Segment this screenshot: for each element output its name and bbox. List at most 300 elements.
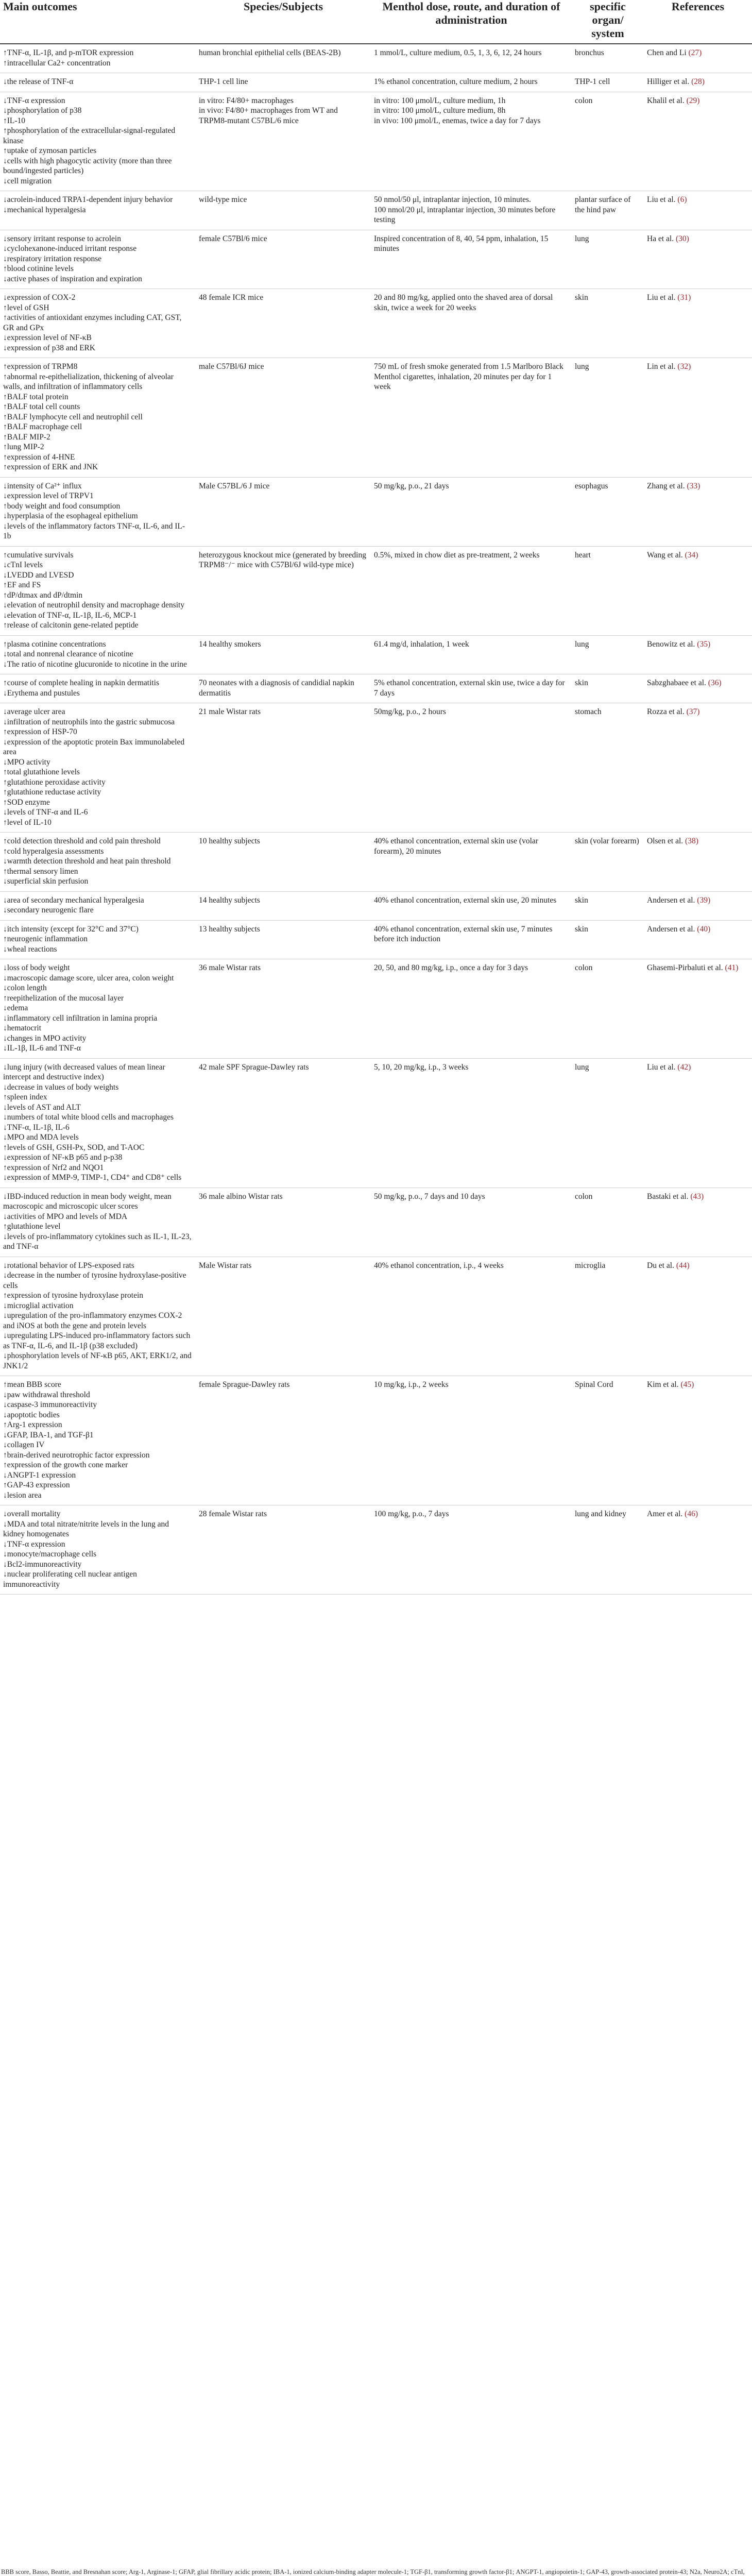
dose-cell	[371, 959, 572, 1059]
dose-cell	[371, 358, 572, 478]
reference-authors: Andersen et al.	[647, 895, 695, 905]
table-row	[0, 1257, 752, 1376]
main-outcomes-cell	[0, 44, 196, 73]
outcome-item: ↓elevation of TNF-α, IL-1β, IL-6, MCP-1	[3, 611, 137, 620]
dose-cell	[371, 1376, 572, 1505]
reference-cell	[644, 833, 752, 892]
outcome-item: ↓levels of TNF-α and IL-6	[3, 808, 88, 817]
dose-line: 5, 10, 20 mg/kg, i.p., 3 weeks	[374, 1062, 469, 1072]
outcome-item: ↓MPO activity	[3, 757, 50, 767]
outcome-item: ↓expression of p38 and ERK	[3, 343, 96, 352]
outcome-item: ↓area of secondary mechanical hyperalgesia	[3, 895, 144, 905]
reference-link[interactable]: (30)	[675, 234, 689, 243]
organ-cell: lung	[572, 635, 644, 674]
organ-cell: bronchus	[572, 44, 644, 73]
outcome-item: ↓expression of NF-κB p65 and p-p38	[3, 1153, 123, 1162]
outcome-item: ↓numbers of total white blood cells and macrophages	[3, 1113, 174, 1122]
table-row	[0, 833, 752, 892]
outcome-item: ↑expression of tyrosine hydroxylase protein	[3, 1291, 144, 1300]
outcome-item: ↓lung injury (with decreased values of mean linear intercept and destructive index)	[3, 1062, 165, 1081]
organ-cell: skin	[572, 891, 644, 920]
outcome-item: ↑course of complete healing in napkin dermatitis	[3, 679, 160, 687]
table-row	[0, 674, 752, 703]
outcome-item: ↑cold detection threshold and cold pain threshold	[3, 837, 161, 845]
dose-line: 61.4 mg/d, inhalation, 1 week	[374, 639, 469, 649]
outcome-item: ↑IL-10	[3, 116, 26, 125]
dose-line: 1 mmol/L, culture medium, 0.5, 1, 3, 6, 12, 24 hours	[374, 48, 542, 57]
main-outcomes-cell	[0, 477, 196, 546]
dose-cell	[371, 546, 572, 635]
table-row	[0, 1058, 752, 1188]
dose-cell	[371, 920, 572, 959]
outcome-item: ↑neurogenic inflammation	[3, 935, 88, 943]
outcome-item: ↑GAP-43 expression	[3, 1481, 70, 1489]
dose-line: 10 mg/kg, i.p., 2 weeks	[374, 1380, 449, 1389]
reference-link[interactable]: (42)	[677, 1062, 691, 1072]
main-outcomes-cell	[0, 358, 196, 478]
reference-link[interactable]: (32)	[677, 362, 691, 371]
outcome-item: ↓respiratory irritation response	[3, 254, 102, 263]
reference-authors: Benowitz et al.	[647, 639, 695, 649]
outcome-item: ↓wheal reactions	[3, 944, 57, 954]
dose-cell	[371, 1058, 572, 1188]
outcome-item: ↓MPO and MDA levels	[3, 1133, 79, 1142]
outcome-item: ↑glutathione reductase activity	[3, 788, 101, 796]
outcome-item: ↓IL-1β, IL-6 and TNF-α	[3, 1044, 81, 1053]
outcome-item: ↑BALF total protein	[3, 392, 69, 401]
species-cell: heterozygous knockout mice (generated by breeding TRPM8⁻/⁻ mice with C57Bl/6J wild-type mice)	[196, 546, 371, 635]
outcome-item: ↓hematocrit	[3, 1024, 42, 1032]
outcome-item: ↓collagen IV	[3, 1440, 45, 1449]
outcome-item: ↓paw withdrawal threshold	[3, 1390, 90, 1399]
reference-authors: Rozza et al.	[647, 707, 685, 716]
reference-authors: Du et al.	[647, 1261, 674, 1270]
reference-cell	[644, 358, 752, 478]
outcome-item: ↓levels of AST and ALT	[3, 1103, 81, 1112]
reference-link[interactable]: (46)	[685, 1510, 698, 1518]
outcome-item: ↑levels of GSH, GSH-Px, SOD, and T-AOC	[3, 1143, 145, 1152]
main-outcomes-cell	[0, 546, 196, 635]
species-cell: 10 healthy subjects	[196, 833, 371, 892]
reference-link[interactable]: (36)	[708, 679, 722, 687]
outcome-item: ↓elevation of neutrophil density and macrophage density	[3, 601, 185, 609]
table-row	[0, 230, 752, 289]
outcome-item: ↓MDA and total nitrate/nitrite levels in the lung and kidney homogenates	[3, 1519, 169, 1538]
species-cell: female Sprague-Dawley rats	[196, 1376, 371, 1505]
reference-authors: Kim et al.	[647, 1380, 679, 1389]
outcome-item: ↓loss of body weight	[3, 963, 70, 972]
outcome-item: ↓upregulation of the pro-inflammatory enzymes COX-2 and iNOS at both the gene and protein levels	[3, 1311, 182, 1330]
species-cell: 28 female Wistar rats	[196, 1505, 371, 1595]
species-cell: THP-1 cell line	[196, 73, 371, 92]
dose-cell	[371, 477, 572, 546]
outcome-item: ↑EF and FS	[3, 581, 41, 589]
outcome-item: ↑reepithelization of the mucosal layer	[3, 993, 124, 1003]
outcome-item: ↓TNF-α expression	[3, 96, 65, 105]
outcome-item: ↓activities of MPO and levels of MDA	[3, 1212, 128, 1221]
reference-cell	[644, 230, 752, 289]
outcome-item: ↑TNF-α, IL-1β, and p-mTOR expression	[3, 48, 134, 57]
dose-cell	[371, 635, 572, 674]
reference-link[interactable]: (40)	[697, 924, 711, 934]
outcome-item: ↓upregulating LPS-induced pro-inflammatory factors such as TNF-α, IL-6, and IL-1β (p38 excluded)	[3, 1331, 191, 1350]
dose-line: 750 mL of fresh smoke generated from 1.5 Marlboro Black Menthol cigarettes, inhalation, 20 minutes per day for 1 week	[374, 362, 563, 391]
outcome-item: ↓expression level of NF-κB	[3, 333, 92, 342]
outcome-item: ↑brain-derived neurotrophic factor expression	[3, 1450, 150, 1460]
organ-cell: skin (volar forearm)	[572, 833, 644, 892]
organ-cell: THP-1 cell	[572, 73, 644, 92]
dose-cell	[371, 191, 572, 230]
dose-cell	[371, 891, 572, 920]
outcome-item: ↑SOD enzyme	[3, 798, 50, 807]
table-row	[0, 1376, 752, 1505]
reference-authors: Liu et al.	[647, 1062, 676, 1072]
reference-cell	[644, 191, 752, 230]
main-outcomes-cell	[0, 1376, 196, 1505]
table-row	[0, 289, 752, 358]
outcome-item: ↑spleen index	[3, 1093, 47, 1101]
outcome-item: ↑dP/dtmax and dP/dtmin	[3, 590, 83, 600]
outcome-item: ↓active phases of inspiration and expiration	[3, 274, 142, 283]
reference-authors: Lin et al.	[647, 362, 676, 371]
outcome-item: ↓cell migration	[3, 176, 52, 185]
outcome-item: ↓nuclear proliferating cell nuclear antigen immunoreactivity	[3, 1570, 137, 1589]
species-cell: 36 male Wistar rats	[196, 959, 371, 1059]
organ-cell: plantar surface of the hind paw	[572, 191, 644, 230]
reference-cell	[644, 1376, 752, 1505]
reference-link[interactable]: (34)	[685, 550, 698, 560]
outcome-item: ↑mean BBB score	[3, 1380, 61, 1389]
outcome-item: ↑release of calcitonin gene-related peptide	[3, 621, 139, 630]
species-cell: wild-type mice	[196, 191, 371, 230]
outcome-item: ↓changes in MPO activity	[3, 1033, 87, 1043]
main-outcomes-cell	[0, 1058, 196, 1188]
organ-cell: esophagus	[572, 477, 644, 546]
outcome-item: ↑thermal sensory limen	[3, 867, 78, 876]
species-cell: female C57Bl/6 mice	[196, 230, 371, 289]
organ-cell: skin	[572, 674, 644, 703]
reference-link[interactable]: (43)	[690, 1192, 704, 1201]
reference-link[interactable]: (29)	[686, 96, 700, 105]
reference-link[interactable]: (45)	[680, 1380, 694, 1389]
dose-line: 100 mg/kg, p.o., 7 days	[374, 1510, 449, 1518]
reference-cell	[644, 92, 752, 191]
dose-cell	[371, 833, 572, 892]
reference-link[interactable]: (27)	[688, 48, 702, 57]
outcome-item: ↓monocyte/macrophage cells	[3, 1550, 97, 1558]
outcome-item: ↑glutathione peroxidase activity	[3, 777, 106, 787]
header-species-subjects: Species/Subjects	[196, 0, 371, 44]
reference-link[interactable]: (44)	[676, 1261, 690, 1270]
outcome-item: ↓total and nonrenal clearance of nicotine	[3, 650, 133, 658]
dose-line: 50 nmol/50 μl, intraplantar injection, 10 minutes.	[374, 195, 531, 204]
outcome-item: ↑expression of TRPM8	[3, 362, 78, 371]
outcome-item: ↓IBD-induced reduction in mean body weight, mean macroscopic and microscopic ulcer scores	[3, 1192, 172, 1211]
outcome-item: ↓inflammatory cell infiltration in lamina propria	[3, 1013, 158, 1023]
outcome-item: ↓lesion area	[3, 1490, 42, 1500]
dose-line: 100 nmol/20 μl, intraplantar injection, 30 minutes before testing	[374, 205, 556, 224]
outcome-item: ↓TNF-α, IL-1β, IL-6	[3, 1123, 70, 1132]
outcome-item: ↓cells with high phagocytic activity (more than three bound/ingested particles)	[3, 156, 172, 175]
dose-line: Inspired concentration of 8, 40, 54 ppm, inhalation, 15 minutes	[374, 234, 549, 253]
outcome-item: ↑BALF total cell counts	[3, 402, 80, 411]
organ-cell: colon	[572, 1188, 644, 1257]
reference-link[interactable]: (39)	[697, 895, 711, 905]
species-cell: 21 male Wistar rats	[196, 703, 371, 833]
dose-line: 40% ethanol concentration, external skin use (volar forearm), 20 minutes	[374, 837, 538, 856]
reference-cell	[644, 1257, 752, 1376]
organ-cell: Spinal Cord	[572, 1376, 644, 1505]
reference-link[interactable]: (6)	[677, 195, 687, 204]
reference-cell	[644, 546, 752, 635]
outcome-item: ↓intensity of Ca²⁺ influx	[3, 481, 82, 490]
outcome-item: ↓decrease in the number of tyrosine hydroxylase-positive cells	[3, 1271, 186, 1290]
main-outcomes-cell	[0, 891, 196, 920]
table-row	[0, 191, 752, 230]
reference-authors: Ha et al.	[647, 234, 674, 243]
species-cell: in vitro: F4/80+ macrophages in vivo: F4/80+ macrophages from WT and TRPM8-mutant C57BL/6 mice	[196, 92, 371, 191]
organ-cell: lung	[572, 1058, 644, 1188]
outcome-item: ↑abnormal re-epithelialization, thickening of alveolar walls, and infiltration of inflammatory cells	[3, 372, 174, 391]
reference-cell	[644, 44, 752, 73]
species-cell: 70 neonates with a diagnosis of candidial napkin dermatitis	[196, 674, 371, 703]
outcome-item: ↓The ratio of nicotine glucuronide to nicotine in the urine	[3, 659, 187, 669]
table-row	[0, 477, 752, 546]
outcome-item: ↓hyperplasia of the esophageal epithelium	[3, 512, 138, 520]
dose-line: 50mg/kg, p.o., 2 hours	[374, 707, 446, 716]
reference-authors: Ghasemi-Pirbaluti et al.	[647, 963, 723, 972]
outcome-item: ↓mechanical hyperalgesia	[3, 205, 86, 214]
dose-line: 40% ethanol concentration, i.p., 4 weeks	[374, 1261, 504, 1270]
reference-authors: Amer et al.	[647, 1510, 683, 1518]
main-outcomes-cell	[0, 1257, 196, 1376]
outcome-item: ↓itch intensity (except for 32°C and 37°C)	[3, 924, 139, 934]
reference-cell	[644, 73, 752, 92]
main-outcomes-cell	[0, 674, 196, 703]
outcome-item: ↑expression of the growth cone marker	[3, 1461, 128, 1469]
outcome-item: ↓infiltration of neutrophils into the gastric submucosa	[3, 717, 175, 726]
dose-line: 20 and 80 mg/kg, applied onto the shaved area of dorsal skin, twice a week for 20 weeks	[374, 293, 553, 312]
outcome-item: ↓overall mortality	[3, 1510, 61, 1518]
dose-line: 0.5%, mixed in chow diet as pre-treatment, 2 weeks	[374, 550, 540, 560]
table-row	[0, 920, 752, 959]
reference-authors: Liu et al.	[647, 293, 676, 302]
dose-cell	[371, 230, 572, 289]
dose-cell	[371, 289, 572, 358]
table-row	[0, 44, 752, 73]
species-cell: male C57Bl/6J mice	[196, 358, 371, 478]
species-cell: 36 male albino Wistar rats	[196, 1188, 371, 1257]
reference-cell	[644, 1505, 752, 1595]
organ-cell: skin	[572, 289, 644, 358]
dose-line: in vitro: 100 μmol/L, culture medium, 1h	[374, 96, 506, 105]
reference-authors: Olsen et al.	[647, 837, 683, 845]
reference-authors: Wang et al.	[647, 550, 683, 560]
outcome-item: ↑expression of Nrf2 and NQO1	[3, 1163, 104, 1172]
outcome-item: ↑body weight and food consumption	[3, 501, 121, 511]
organ-cell: skin	[572, 920, 644, 959]
outcome-item: ↑activities of antioxidant enzymes including CAT, GST, GR and GPx	[3, 313, 182, 332]
table-row	[0, 358, 752, 478]
outcome-item: ↓Bcl2-immunoreactivity	[3, 1560, 82, 1569]
outcome-item: ↓average ulcer area	[3, 707, 65, 716]
main-outcomes-cell	[0, 230, 196, 289]
outcome-item: ↑BALF MIP-2	[3, 432, 50, 442]
table-row	[0, 1188, 752, 1257]
outcome-item: ↓superficial skin perfusion	[3, 877, 89, 886]
reference-cell	[644, 477, 752, 546]
main-outcomes-cell	[0, 1505, 196, 1595]
dose-cell	[371, 1188, 572, 1257]
table-row	[0, 1505, 752, 1595]
outcome-item: ↑cumulative survivals	[3, 550, 74, 560]
header-organ-system: specific organ/ system	[572, 0, 644, 44]
dose-line: 50 mg/kg, p.o., 21 days	[374, 481, 449, 490]
table-row	[0, 959, 752, 1059]
outcome-item: ↑uptake of zymosan particles	[3, 146, 97, 155]
table-row	[0, 92, 752, 191]
outcome-item: ↓levels of pro-inflammatory cytokines such as IL-1, IL-23, and TNF-α	[3, 1232, 192, 1251]
outcome-item: ↑phosphorylation of the extracellular-signal-regulated kinase	[3, 126, 176, 145]
header-menthol-dose: Menthol dose, route, and duration of administration	[371, 0, 572, 44]
organ-cell: colon	[572, 92, 644, 191]
reference-cell	[644, 1058, 752, 1188]
outcome-item: ↓expression of COX-2	[3, 293, 76, 302]
species-cell: 13 healthy subjects	[196, 920, 371, 959]
outcome-item: ↑intracellular Ca2+ concentration	[3, 58, 111, 67]
reference-cell	[644, 1188, 752, 1257]
dose-line: 40% ethanol concentration, external skin use, 7 minutes before itch induction	[374, 924, 553, 943]
reference-authors: Hilliger et al.	[647, 77, 690, 86]
reference-authors: Liu et al.	[647, 195, 676, 204]
dose-cell	[371, 73, 572, 92]
table-row	[0, 73, 752, 92]
main-outcomes-cell	[0, 73, 196, 92]
outcome-item: ↑level of IL-10	[3, 818, 52, 827]
outcome-item: ↓macroscopic damage score, ulcer area, colon weight	[3, 973, 174, 982]
outcome-item: ↓cyclohexanone-induced irritant response	[3, 244, 137, 253]
reference-cell	[644, 674, 752, 703]
dose-line: 20, 50, and 80 mg/kg, i.p., once a day for 3 days	[374, 963, 528, 972]
dose-cell	[371, 44, 572, 73]
outcome-item: ↓secondary neurogenic flare	[3, 906, 94, 914]
outcome-item: ↑BALF lymphocyte cell and neutrophil cell	[3, 412, 143, 421]
reference-cell	[644, 959, 752, 1059]
main-outcomes-cell	[0, 191, 196, 230]
dose-cell	[371, 92, 572, 191]
table-row	[0, 891, 752, 920]
outcome-item: ↓ANGPT-1 expression	[3, 1470, 76, 1480]
outcome-item: ↓the release of TNF-α	[3, 77, 74, 86]
outcome-item: ↑blood cotinine levels	[3, 264, 74, 273]
table-body	[0, 44, 752, 1595]
outcome-item: ↑BALF macrophage cell	[3, 422, 82, 431]
outcome-item: ↓expression of the apoptotic protein Bax immunolabeled area	[3, 737, 185, 756]
outcome-item: ↓acrolein-induced TRPA1-dependent injury behavior	[3, 195, 173, 204]
dose-line: 50 mg/kg, p.o., 7 days and 10 days	[374, 1192, 485, 1201]
reference-link[interactable]: (37)	[686, 707, 700, 716]
outcome-item: ↑expression of ERK and JNK	[3, 463, 98, 471]
reference-cell	[644, 703, 752, 833]
outcome-item: ↓warmth detection threshold and heat pain threshold	[3, 857, 171, 866]
reference-link[interactable]: (33)	[687, 481, 700, 490]
dose-cell	[371, 1505, 572, 1595]
dose-line: in vitro: 100 μmol/L, culture medium, 8h	[374, 106, 506, 115]
species-cell: 42 male SPF Sprague-Dawley rats	[196, 1058, 371, 1188]
outcome-item: ↓apoptotic bodies	[3, 1410, 60, 1419]
outcome-item: ↓caspase-3 immunoreactivity	[3, 1400, 97, 1409]
reference-cell	[644, 891, 752, 920]
reference-cell	[644, 289, 752, 358]
dose-line: 1% ethanol concentration, culture medium, 2 hours	[374, 77, 538, 86]
table-row	[0, 703, 752, 833]
main-outcomes-cell	[0, 920, 196, 959]
dose-line: 40% ethanol concentration, external skin use, 20 minutes	[374, 895, 557, 905]
organ-cell: lung and kidney	[572, 1505, 644, 1595]
reference-authors: Chen and Li	[647, 48, 687, 57]
outcome-item: ↓expression level of TRPV1	[3, 492, 94, 500]
dose-cell	[371, 703, 572, 833]
table-row	[0, 635, 752, 674]
dose-cell	[371, 674, 572, 703]
reference-authors: Sabzghabaee et al.	[647, 679, 706, 687]
main-outcomes-cell	[0, 833, 196, 892]
organ-cell: stomach	[572, 703, 644, 833]
outcome-item: ↑Arg-1 expression	[3, 1420, 62, 1429]
reference-link[interactable]: (28)	[691, 77, 705, 86]
outcome-item: ↓rotational behavior of LPS-exposed rats	[3, 1261, 134, 1270]
species-cell: Male C57BL/6 J mice	[196, 477, 371, 546]
dose-line: 5% ethanol concentration, external skin use, twice a day for 7 days	[374, 679, 565, 698]
outcome-item: ↓levels of the inflammatory factors TNF-α, IL-6, and IL-1b	[3, 521, 185, 540]
outcome-item: ↑plasma cotinine concentrations	[3, 639, 106, 649]
reference-cell	[644, 635, 752, 674]
outcome-item: ↓expression of MMP-9, TIMP-1, CD4⁺ and CD8⁺ cells	[3, 1173, 182, 1182]
species-cell: Male Wistar rats	[196, 1257, 371, 1376]
outcome-item: ↑cold hyperalgesia assessments	[3, 846, 104, 856]
outcome-item: ↑expression of 4-HNE	[3, 452, 75, 462]
outcome-item: ↑lung MIP-2	[3, 443, 44, 451]
outcome-item: ↓sensory irritant response to acrolein	[3, 234, 121, 243]
reference-link[interactable]: (38)	[685, 837, 698, 845]
reference-authors: Zhang et al.	[647, 481, 685, 490]
main-outcomes-cell	[0, 92, 196, 191]
species-cell: 48 female ICR mice	[196, 289, 371, 358]
outcome-item: ↓colon length	[3, 984, 47, 992]
outcome-item: ↑total glutathione levels	[3, 768, 80, 776]
table-footnote: BBB score, Basso, Beattie, and Bresnahan score; Arg-1, Arginase-1; GFAP, glial fibrillary acidic protein; IBA-1, ionized calcium-binding adapter molecule-1; TGF-β1, transforming growth factor-β1; ANGPT-1, angiopoietin-1; GAP-43, growth-associated protein-43; N2a, Neuro2A; cTnI,	[1, 2568, 745, 2575]
outcome-item: ↑level of GSH	[3, 303, 49, 312]
main-outcomes-cell	[0, 959, 196, 1059]
outcome-item: ↓microglial activation	[3, 1301, 74, 1310]
species-cell: 14 healthy subjects	[196, 891, 371, 920]
outcome-item: ↓LVEDD and LVESD	[3, 570, 74, 580]
main-outcomes-cell	[0, 1188, 196, 1257]
outcome-item: ↓GFAP, IBA-1, and TGF-β1	[3, 1430, 94, 1439]
reference-link[interactable]: (31)	[677, 293, 691, 302]
reference-link[interactable]: (41)	[725, 963, 739, 972]
organ-cell: colon	[572, 959, 644, 1059]
organ-cell: lung	[572, 230, 644, 289]
outcome-item: ↓decrease in values of body weights	[3, 1082, 119, 1092]
main-outcomes-cell	[0, 635, 196, 674]
organ-cell: microglia	[572, 1257, 644, 1376]
organ-cell: heart	[572, 546, 644, 635]
dose-line: in vivo: 100 μmol/L, enemas, twice a day for 7 days	[374, 116, 541, 125]
table-row	[0, 546, 752, 635]
outcome-item: ↓Erythema and pustules	[3, 688, 80, 698]
reference-link[interactable]: (35)	[697, 639, 711, 649]
